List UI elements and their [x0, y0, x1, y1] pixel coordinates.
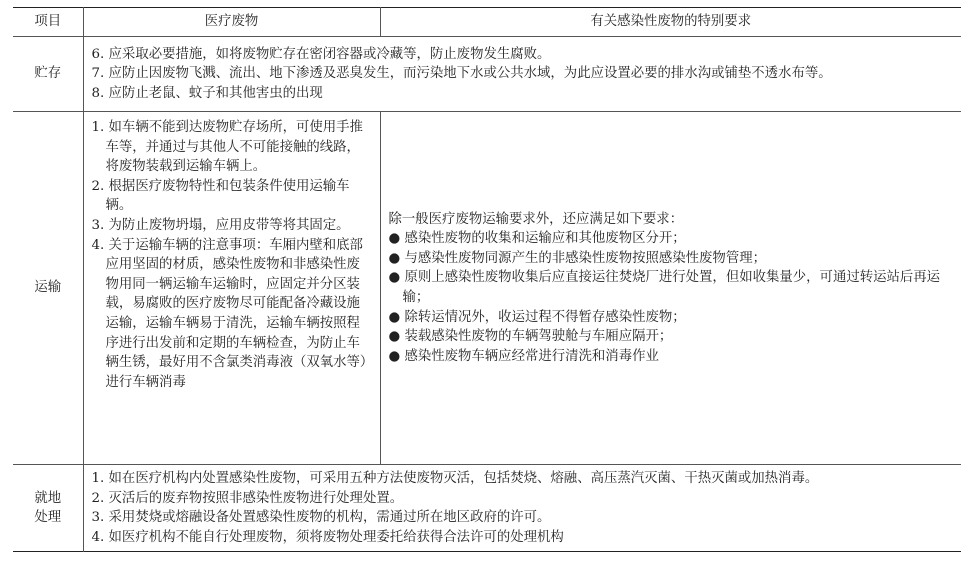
storage-category: 贮存: [13, 37, 83, 112]
storage-item-8: 8. 应防止老鼠、蚊子和其他害虫的出现: [91, 85, 323, 101]
transport-medical-content: [83, 112, 380, 465]
transport-item-2: 2. 根据医疗废物特性和包装条件使用运输车辆。: [91, 178, 350, 214]
transport-special-content: [380, 112, 961, 465]
medical-waste-table: [13, 7, 961, 552]
onsite-item-2: 2. 灭活后的废弃物按照非感染性废物进行处理处置。: [91, 490, 404, 506]
onsite-category-line1: 就地: [34, 490, 62, 506]
header-item: 项目: [13, 8, 83, 37]
onsite-category-line2: 处理: [34, 510, 62, 526]
onsite-content: [83, 465, 961, 552]
storage-row: [13, 37, 961, 112]
storage-item-6: 6. 应采取必要措施，如将废物贮存在密闭容器或冷藏等，防止废物发生腐败。: [91, 46, 551, 62]
storage-item-7: 7. 应防止因废物飞溅、流出、地下渗透及恶臭发生，而污染地下水或公共水域，为此应设置必要的排水沟或铺垫不透水布等。: [91, 66, 832, 82]
transport-special-item: ● 感染性废物的收集和运输应和其他废物区分开；: [388, 231, 686, 247]
onsite-item-1: 1. 如在医疗机构内处置感染性废物，可采用五种方法使废物灭活，包括焚烧、熔融、高压蒸汽灭菌、干热灭菌或加热消毒。: [91, 471, 819, 486]
transport-category: 运输: [13, 112, 83, 465]
transport-special-item: ● 感染性废物车辆应经常进行清洗和消毒作业: [388, 348, 659, 364]
transport-row: [13, 112, 961, 465]
onsite-row: [13, 465, 961, 552]
transport-item-4: 4. 关于运输车辆的注意事项：车厢内壁和底部应用坚固的材质，感染性废物和非感染性废物用同一辆运输车运输时，应固定并分区装载，易腐败的医疗废物尽可能配备冷藏设施运输，运输车辆易于清洗，运输车辆按照程序进行出发前和定期的车辆检查，为防止车辆生锈，最好用不含氯类消毒液（双氧水等）进行车辆消毒: [91, 237, 367, 390]
onsite-item-4: 4. 如医疗机构不能自行处理废物，须将废物处理委托给获得合法许可的处理机构: [91, 529, 564, 545]
transport-special-item: ● 与感染性废物同源产生的非感染性废物按照感染性废物管理；: [388, 250, 766, 266]
transport-special-item: ● 原则上感染性废物收集后应直接运往焚烧厂进行处置，但如收集量少，可通过转运站后再运输；: [388, 270, 941, 305]
transport-special-intro: 除一般医疗废物运输要求外，还应满足如下要求：: [388, 211, 684, 227]
transport-item-1: 1. 如车辆不能到达废物贮存场所，可使用手推车等，并通过与其他人不可能接触的线路，将废物装载到运输车辆上。: [91, 120, 363, 175]
transport-special-item: ● 除转运情况外，收运过程不得暂存感染性废物；: [388, 309, 686, 325]
header-medical-waste: 医疗废物: [83, 8, 380, 37]
transport-special-item: ● 装载感染性废物的车辆驾驶舱与车厢应隔开；: [388, 329, 673, 345]
header-infectious-requirements: 有关感染性废物的特别要求: [380, 8, 961, 37]
onsite-category: [13, 465, 83, 552]
transport-item-3: 3. 为防止废物坍塌，应用皮带等将其固定。: [91, 217, 350, 233]
table-header-row: [13, 8, 961, 37]
onsite-item-3: 3. 采用焚烧或熔融设备处置感染性废物的机构，需通过所在地区政府的许可。: [91, 510, 551, 526]
storage-content: [83, 37, 961, 112]
